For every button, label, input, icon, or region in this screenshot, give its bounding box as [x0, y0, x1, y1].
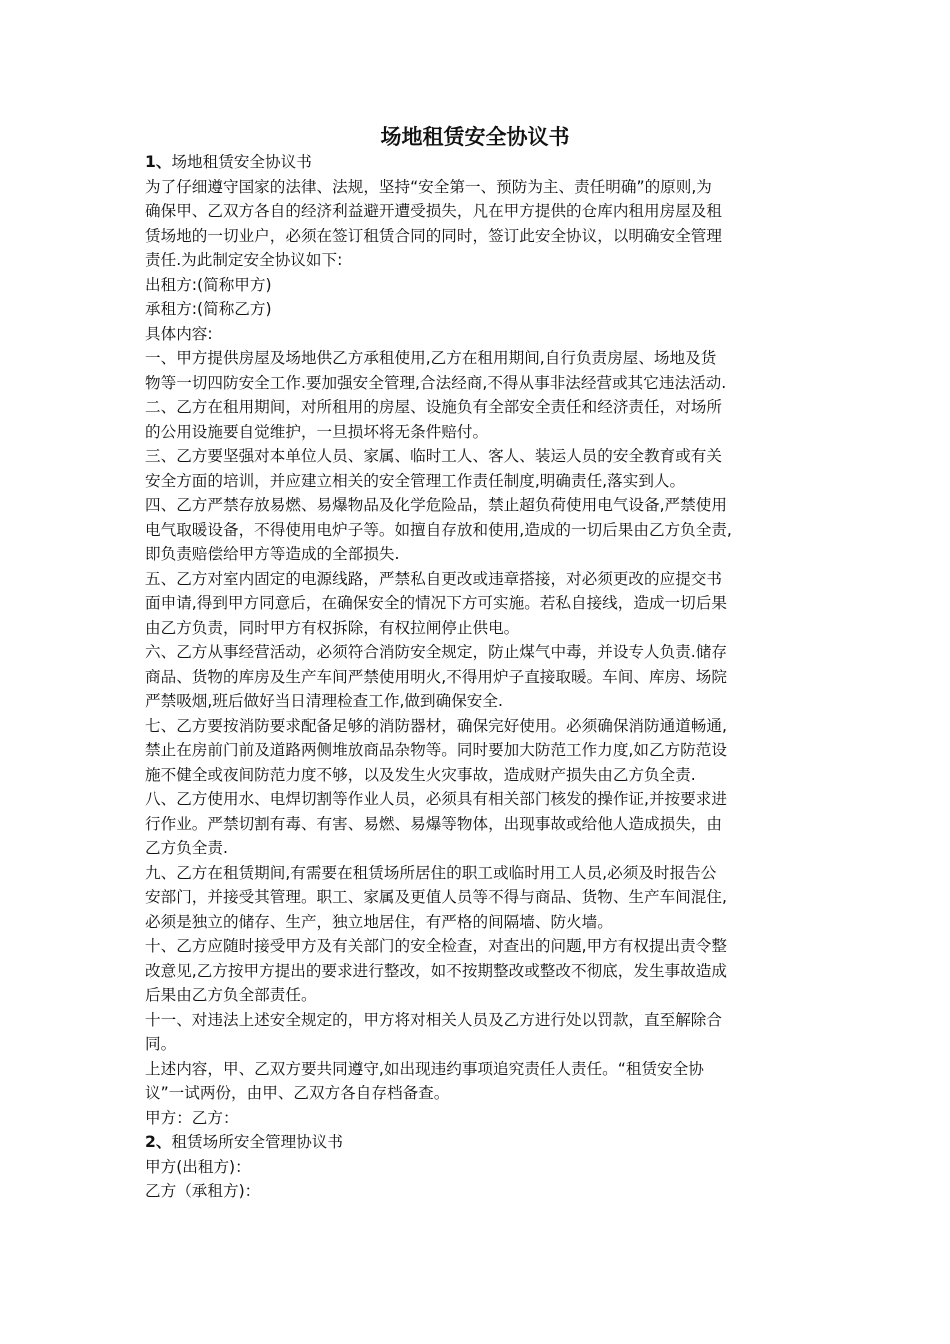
text-line: 责任.为此制定安全协议如下: [145, 251, 343, 269]
clause-8-line: 行作业。严禁切割有毒、有害、易燃、易爆等物体，出现事故或给他人造成损失，由 [145, 814, 722, 833]
clause-3-line: 安全方面的培训，并应建立相关的安全管理工作责任制度,明确责任,落实到人。 [145, 471, 686, 490]
clause-10-line: 后果由乙方负全部责任。 [145, 986, 317, 1004]
section-1-title: 场地租赁安全协议书 [171, 153, 312, 171]
party-b-line: 乙方（承租方)： [145, 1182, 261, 1200]
section-1-number: 1、 [145, 153, 172, 171]
clause-4-line: 电气取暖设备，不得使用电炉子等。如擅自存放和使用,造成的一切后果由乙方负全责, [145, 520, 732, 539]
clause-1-line: 物等一切四防安全工作.要加强安全管理,合法经商,不得从事非法经营或其它违法活动. [145, 373, 727, 392]
clause-9-line: 安部门，并接受其管理。职工、家属及更值人员等不得与商品、货物、生产车间混住, [145, 888, 727, 906]
closing-line: 上述内容，甲、乙双方要共同遵守,如出现违约事项追究责任人责任。“租赁安全协 [145, 1059, 704, 1078]
clause-9-line: 九、乙方在租赁期间,有需要在租赁场所居住的职工或临时用工人员,必须及时报告公 [145, 863, 717, 882]
closing-line: 议”一试两份，由甲、乙双方各自存档备查。 [145, 1084, 450, 1102]
text-line: 确保甲、乙双方各自的经济利益避开遭受损失，凡在甲方提供的仓库内租用房屋及租 [145, 202, 722, 220]
clause-8-line: 乙方负全责. [145, 839, 228, 857]
clause-6-line: 商品、货物的库房及生产车间严禁使用明火,不得用炉子直接取暖。车间、库房、场院 [145, 667, 727, 686]
clause-7-line: 禁止在房前门前及道路两侧堆放商品杂物等。同时要加大防范工作力度,如乙方防范设 [145, 741, 727, 759]
signature-line: 甲方：乙方： [145, 1108, 239, 1127]
clause-10-line: 改意见,乙方按甲方提出的要求进行整改，如不按期整改或整改不彻底，发生事故造成 [145, 961, 727, 980]
clause-6-line: 六、乙方从事经营活动，必须符合消防安全规定，防止煤气中毒，并设专人负责.储存 [145, 643, 727, 661]
clause-6-line: 严禁吸烟,班后做好当日清理检查工作,做到确保安全. [145, 692, 503, 710]
clause-11-line: 同。 [145, 1035, 177, 1053]
text-line: 赁场地的一切业户，必须在签订租赁合同的同时，签订此安全协议，以明确安全管理 [145, 226, 722, 245]
clause-5-line: 由乙方负责，同时甲方有权拆除，有权拉闸停止供电。 [145, 618, 520, 637]
lessor-line: 出租方:(简称甲方) [145, 275, 272, 294]
clause-5-line: 面申请,得到甲方同意后，在确保安全的情况下方可实施。若私自接线，造成一切后果 [145, 594, 727, 612]
body-lines [145, 175, 815, 1131]
section-1-heading [145, 150, 815, 175]
section-2-heading [145, 1130, 815, 1155]
section-2-number: 2、 [145, 1133, 172, 1151]
clause-3-line: 三、乙方要坚强对本单位人员、家属、临时工人、客人、装运人员的安全教育或有关 [145, 447, 722, 465]
section-2-title: 租赁场所安全管理协议书 [171, 1133, 343, 1151]
clause-4-line: 四、乙方严禁存放易燃、易爆物品及化学危险品，禁止超负荷使用电气设备,严禁使用 [145, 496, 727, 514]
clause-8-line: 八、乙方使用水、电焊切割等作业人员，必须具有相关部门核发的操作证,并按要求进 [145, 790, 727, 808]
clause-1-line: 一、甲方提供房屋及场地供乙方承租使用,乙方在租用期间,自行负责房屋、场地及货 [145, 349, 717, 367]
clause-4-line: 即负责赔偿给甲方等造成的全部损失. [145, 545, 400, 563]
clause-7-line: 施不健全或夜间防范力度不够，以及发生火灾事故，造成财产损失由乙方负全责. [145, 765, 696, 784]
text-line: 为了仔细遵守国家的法律、法规，坚持“安全第一、预防为主、责任明确”的原则,为 [145, 177, 712, 196]
document-title: 场地租赁安全协议书 [380, 124, 570, 149]
clause-2-line: 二、乙方在租用期间，对所租用的房屋、设施负有全部安全责任和经济责任，对场所 [145, 398, 722, 416]
clause-10-line: 十、乙方应随时接受甲方及有关部门的安全检查，对查出的问题,甲方有权提出责令整 [145, 937, 727, 955]
clause-2-line: 的公用设施要自觉维护，一旦损坏将无条件赔付。 [145, 422, 489, 441]
clause-7-line: 七、乙方要按消防要求配备足够的消防器材，确保完好使用。必须确保消防通道畅通, [145, 716, 727, 735]
clause-9-line: 必须是独立的储存、生产，独立地居住，有严格的间隔墙、防火墙。 [145, 912, 613, 931]
clause-11-line: 十一、对违法上述安全规定的，甲方将对相关人员及乙方进行处以罚款，直至解除合 [145, 1010, 722, 1029]
clause-5-line: 五、乙方对室内固定的电源线路，严禁私自更改或违章搭接，对必须更改的应提交书 [145, 569, 722, 588]
party-a-line: 甲方(出租方)： [145, 1157, 251, 1176]
document-body [145, 150, 815, 1204]
content-heading: 具体内容: [145, 324, 213, 343]
lessee-line: 承租方:(简称乙方) [145, 300, 272, 318]
